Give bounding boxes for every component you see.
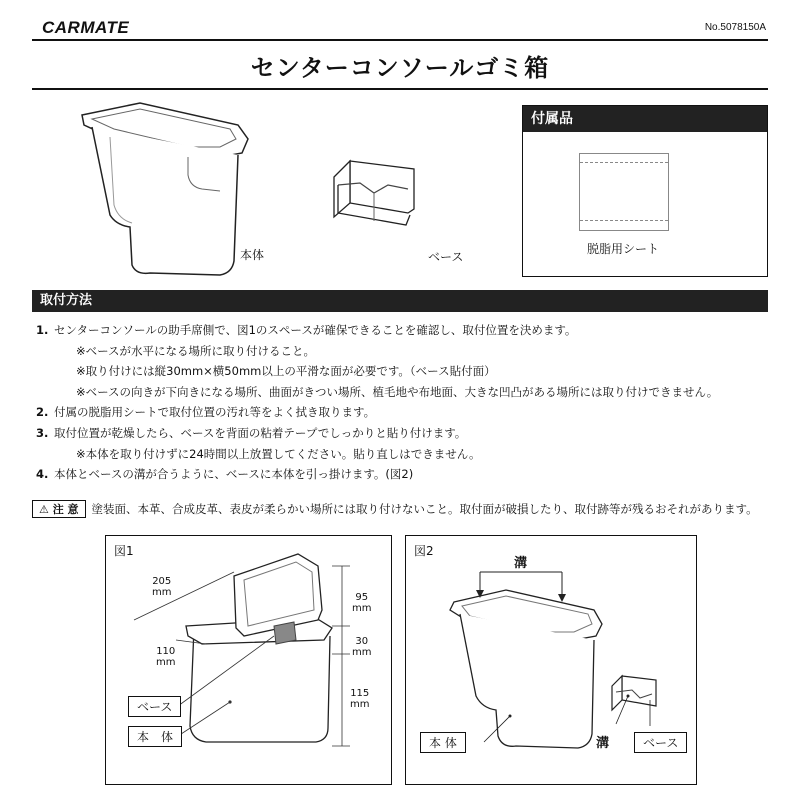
- groove-bottom-label: 溝: [596, 736, 610, 751]
- sheet-dash-bottom: [580, 220, 668, 221]
- step-3-note: ※本体を取り付けずに24時間以上放置してください。貼り直しはできません。: [76, 446, 481, 461]
- step-1-note-a: ※ベースが水平になる場所に取り付けること。: [76, 343, 316, 358]
- degreasing-sheet-label: 脱脂用シート: [587, 242, 660, 256]
- figure-1: [105, 535, 392, 785]
- figure-1-label: 図1: [114, 544, 134, 558]
- main-bin-illustration: [70, 95, 260, 285]
- install-heading: 取付方法: [32, 290, 768, 312]
- model-number: No.5078150A: [704, 22, 766, 33]
- step-4: 4. 本体とベースの溝が合うように、ベースに本体を引っ掛けます。(図2): [36, 467, 414, 482]
- fig1-base-tag: ベース: [128, 696, 181, 717]
- caution-text: 塗装面、本革、合成皮革、表皮が柔らかい場所には取り付けないこと。取付面が破損したり、取付跡等が残るおそれがあります。: [91, 502, 758, 516]
- main-body-label: 本体: [240, 248, 265, 262]
- groove-top-label: 溝: [514, 556, 528, 571]
- dim-95: 95 mm: [352, 592, 372, 614]
- dim-30: 30 mm: [352, 636, 372, 658]
- base-illustration: [330, 155, 420, 245]
- figure-2-label: 図2: [414, 544, 434, 558]
- step-3: 3. 取付位置が乾燥したら、ベースを背面の粘着テープでしっかりと貼り付けます。: [36, 425, 467, 440]
- fig1-main-tag: 本 体: [128, 726, 182, 747]
- caution-line: [32, 500, 792, 518]
- dim-115: 115 mm: [350, 688, 370, 710]
- brand-logo: CARMATE: [42, 18, 130, 37]
- dim-110: 110 mm: [156, 646, 176, 668]
- step-1: 1. センターコンソールの助手席側で、図1のスペースが確保できることを確認し、取付位置を決めます。: [36, 323, 577, 337]
- figure-1-drawing: [106, 536, 393, 786]
- figure-2: [405, 535, 697, 785]
- accessories-box: [522, 105, 768, 277]
- dim-205: 205 mm: [152, 576, 172, 598]
- step-1-note-c: ※ベースの向きが下向きになる場所、曲面がきつい場所、植毛地や布地面、大きな凹凸がある場所には取り付けできません。: [76, 384, 719, 399]
- accessories-heading: 付属品: [523, 106, 767, 132]
- fig2-base-tag: ベース: [634, 732, 687, 753]
- sheet-dash-top: [580, 162, 668, 163]
- page-title: センターコンソールゴミ箱: [250, 54, 550, 82]
- step-1-note-b: ※取り付けには縦30mm×横50mm以上の平滑な面が必要です。（ベース貼付面）: [76, 364, 496, 379]
- title-rule-top: [32, 39, 768, 41]
- degreasing-sheet-illustration: [579, 153, 669, 231]
- caution-badge: ⚠ 注 意: [32, 500, 86, 518]
- install-steps: [36, 320, 776, 485]
- step-2: 2. 付属の脱脂用シートで取付位置の汚れ等をよく拭き取ります。: [36, 405, 376, 420]
- fig2-main-tag: 本 体: [420, 732, 466, 753]
- title-rule-bottom: [32, 88, 768, 90]
- base-label: ベース: [428, 250, 464, 264]
